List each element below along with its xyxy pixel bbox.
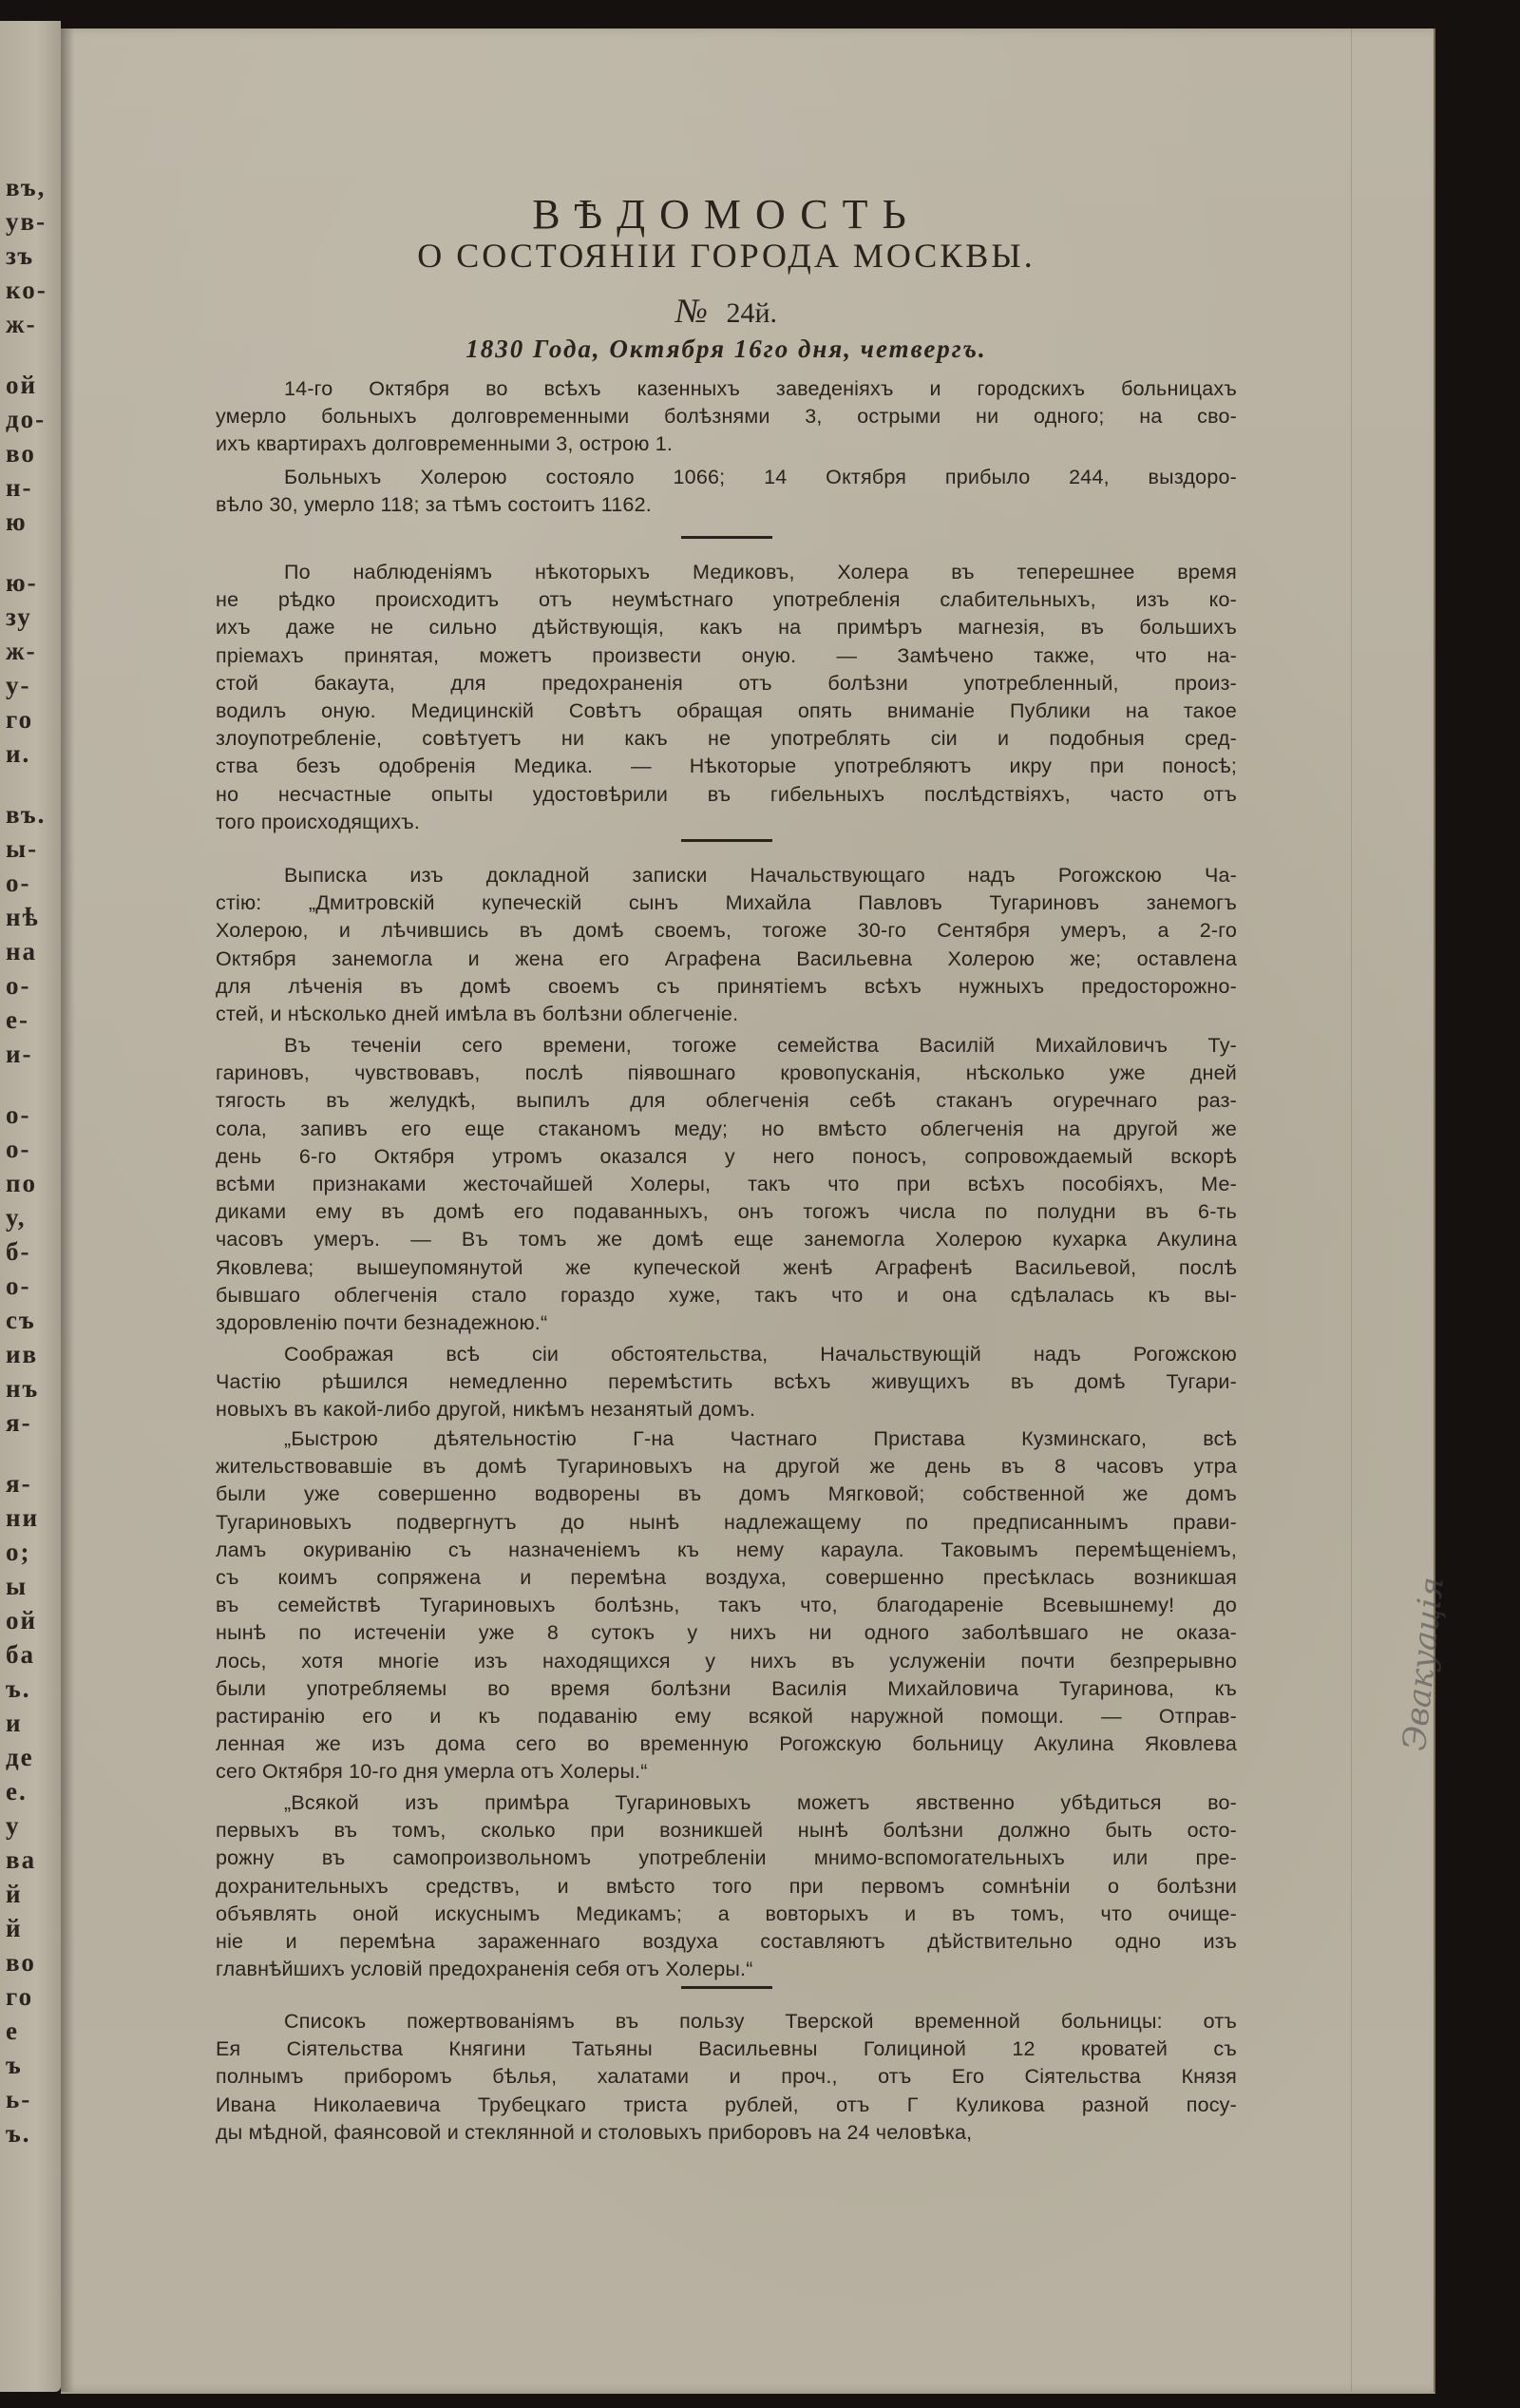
previous-page-text-fragment: у — [6, 1811, 21, 1840]
text-line: ніе и перемѣна зараженнаго воздуха составляютъ дѣйствительно одно изъ — [216, 1930, 1237, 1954]
section-divider — [681, 1986, 772, 1989]
text-line: съ коимъ сопряжена и перемѣна воздуха, совершенно пресѣклась возникшая — [216, 1566, 1237, 1590]
previous-page-text-fragment: ю- — [6, 568, 38, 597]
previous-page-text-fragment: на — [6, 937, 38, 965]
previous-page-text-fragment: о- — [6, 1271, 31, 1300]
dateline: 1830 Года, Октября 16го дня, четвергъ. — [466, 334, 987, 363]
text-line: сего Октября 10-го дня умерла отъ Холеры.“ — [216, 1760, 648, 1784]
text-line: Выписка изъ докладной записки Начальствующаго надъ Рогожскою Ча- — [284, 864, 1237, 887]
previous-page-text-fragment: и- — [6, 1040, 33, 1068]
previous-page-text-fragment: о; — [6, 1538, 31, 1566]
text-line: объявлять оной искуснымъ Медикамъ; а вовторыхъ и въ томъ, что очище- — [216, 1902, 1237, 1925]
text-line: 14-го Октября во всѣхъ казенныхъ заведеніяхъ и городскихъ больницахъ — [284, 377, 1237, 400]
previous-page-text-fragment: ва — [6, 1845, 37, 1874]
text-line: Холерою, и лѣчившись въ домѣ своемъ, тогоже 30-го Сентября умеръ, а 2-го — [216, 919, 1237, 943]
previous-page-text-fragment: нѣ — [6, 903, 40, 931]
masthead-title: ВѢДОМОСТЬ — [532, 191, 921, 238]
previous-page-text-fragment: н- — [6, 473, 33, 502]
text-line: ства безъ одобренія Медика. — Нѣкоторые употребляютъ икру при поносѣ; — [216, 755, 1237, 778]
text-column — [216, 29, 1237, 2392]
text-line: ды мѣдной, фаянсовой и стеклянной и столовыхъ приборовъ на 24 человѣка, — [216, 2120, 973, 2144]
paragraph-vasily-tugarinov — [216, 1032, 1237, 1337]
text-line: ихъ квартирахъ долговременными 3, острою 1. — [216, 432, 674, 456]
previous-page-text-fragment: б- — [6, 1237, 31, 1266]
text-line: растиранію его и къ подаванію ему всякой наружной помощи. — Отправ- — [216, 1705, 1237, 1729]
text-line: были уже совершенно водворены въ домъ Мягковой; собственной же домъ — [216, 1482, 1237, 1506]
previous-page-text-fragment: у- — [6, 671, 31, 699]
previous-page-text-fragment: я- — [6, 1469, 32, 1498]
text-line: но несчастные опыты удостовѣрили въ гибельныхъ послѣдствіяхъ, часто отъ — [216, 782, 1237, 806]
text-line: бывшаго облегченія стало гораздо хуже, такъ что и она сдѣлалась къ вы- — [216, 1283, 1237, 1307]
previous-page-text-fragment: о- — [6, 869, 31, 897]
previous-page-text-fragment: ы- — [6, 834, 39, 863]
previous-page-text-fragment: е — [6, 2016, 19, 2045]
previous-page-edge — [0, 21, 61, 2392]
issue-number-value: 24й. — [726, 297, 777, 329]
text-line: рожну въ самопроизвольномъ употребленіи мнимо-вспомогательныхъ или пре- — [216, 1846, 1237, 1870]
text-line: всѣми признаками жесточайшей Холеры, такъ что при всѣхъ пособіяхъ, Ме- — [216, 1173, 1237, 1196]
text-line: злоупотребленіе, совѣтуетъ ни какъ не употреблять сіи и подобныя сред- — [216, 727, 1237, 751]
previous-page-text-fragment: нъ — [6, 1374, 40, 1403]
text-line: Яковлева; вышеупомянутой же купеческой женѣ Аграфенѣ Васильевой, послѣ — [216, 1255, 1237, 1279]
previous-page-text-fragment: и — [6, 1709, 23, 1737]
text-line: ихъ даже не сильно дѣйствующія, какъ на примѣръ магнезія, въ большихъ — [216, 616, 1237, 640]
text-line: лось, хотя многіе изъ находящихся у нихъ въ услуженіи почти безпрерывно — [216, 1649, 1237, 1672]
previous-page-text-fragment: ой — [6, 1606, 38, 1634]
text-line: Ивана Николаевича Трубецкаго триста рублей, отъ Г Куликова разной посу- — [216, 2093, 1237, 2116]
numero-sign: № — [674, 292, 708, 330]
previous-page-text-fragment: ув- — [6, 207, 48, 236]
previous-page-text-fragment: ж- — [6, 310, 37, 338]
text-line: „Всякой изъ примѣра Тугариновыхъ можетъ явственно убѣдиться во- — [284, 1791, 1237, 1814]
paragraph-kuzminsky-quote — [216, 1425, 1237, 1787]
text-line: стей, и нѣсколько дней имѣла въ болѣзни облегченіе. — [216, 1003, 739, 1026]
text-line: полнымъ приборомъ бѣлья, халатами и проч., отъ Его Сіятельства Князя — [216, 2065, 1237, 2089]
section-divider — [681, 536, 772, 539]
text-line: Списокъ пожертвованіямъ въ пользу Тверской временной больницы: отъ — [284, 2010, 1237, 2033]
previous-page-text-fragment: о- — [6, 971, 31, 1000]
previous-page-text-fragment: ъ. — [6, 2119, 31, 2148]
previous-page-text-fragment: ь- — [6, 2085, 32, 2113]
previous-page-text-fragment: ба — [6, 1640, 35, 1669]
text-line: водилъ оную. Медицинскій Совѣтъ обращая опять вниманіе Публики на такое — [216, 699, 1237, 723]
text-line: тягость въ желудкѣ, выпилъ для облегченія себѣ стаканъ огуречнаго раз- — [216, 1089, 1237, 1113]
previous-page-text-fragment: ж- — [6, 637, 37, 665]
previous-page-text-fragment: ой — [6, 371, 38, 399]
text-line: нынѣ по истеченіи уже 8 сутокъ у нихъ ни одного заболѣвшаго не оказа- — [216, 1621, 1237, 1645]
previous-page-text-fragment: й — [6, 1880, 23, 1908]
previous-page-text-fragment: въ. — [6, 800, 47, 829]
text-line: По наблюденіямъ нѣкоторыхъ Медиковъ, Холера въ теперешнее время — [284, 561, 1237, 583]
previous-page-text-fragment: е. — [6, 1777, 28, 1806]
issue-number — [216, 291, 1237, 331]
previous-page-text-fragment: ни — [6, 1503, 40, 1532]
text-line: день 6-го Октября утромъ оказался у него поносъ, сопровождаемый вскорѣ — [216, 1144, 1237, 1168]
previous-page-text-fragment: ив — [6, 1340, 39, 1368]
previous-page-text-fragment: ы — [6, 1572, 28, 1600]
text-line: первыхъ въ томъ, сколько при возникшей нынѣ болѣзни должно быть осто- — [216, 1819, 1237, 1843]
paragraph-relocation-decision — [216, 1341, 1237, 1424]
text-line: того происходящихъ. — [216, 810, 421, 833]
previous-page-text-fragment: зу — [6, 602, 32, 631]
previous-page-text-fragment: и. — [6, 739, 31, 768]
text-line: гариновъ, чувствовавъ, послѣ піявошнаго кровопусканія, нѣсколько уже дней — [216, 1061, 1237, 1085]
paragraph-cholera-stats — [216, 464, 1237, 519]
page-fold-line — [1351, 29, 1352, 2392]
text-line: Соображая всѣ сіи обстоятельства, Начальствующій надъ Рогожскою — [284, 1343, 1237, 1366]
text-line: Частію рѣшился немедленно перемѣстить всѣхъ живущихъ въ домѣ Тугари- — [216, 1370, 1237, 1394]
text-line: для лѣченія въ домѣ своемъ съ принятіемъ всѣхъ нужныхъ предосторожно- — [216, 974, 1237, 998]
text-line: „Быстрою дѣятельностію Г-на Частнаго Пристава Кузминскаго, всѣ — [284, 1427, 1237, 1450]
text-line: жительствовавшіе въ домѣ Тугариновыхъ на другой же день въ 8 часовъ утра — [216, 1455, 1237, 1479]
previous-page-text-fragment: въ, — [6, 173, 47, 201]
paragraph-medics-warning — [216, 559, 1237, 836]
text-line: сола, запивъ его еще стаканомъ меду; но вмѣсто облегченія на другой же — [216, 1117, 1237, 1140]
previous-page-text-fragment: е- — [6, 1005, 29, 1034]
section-divider — [681, 839, 772, 842]
previous-page-text-fragment: во — [6, 439, 36, 468]
previous-page-text-fragment: де — [6, 1743, 34, 1771]
previous-page-text-fragment: до- — [6, 405, 47, 433]
text-line: не рѣдко происходитъ отъ неумѣстнаго употребленія слабительныхъ, изъ ко- — [216, 588, 1237, 612]
text-line: часовъ умеръ. — Въ томъ же домѣ еще занемогла Холерою кухарка Акулина — [216, 1228, 1237, 1252]
text-line: умерло больныхъ долговременными болѣзнями 3, острыми ни одного; на сво- — [216, 405, 1237, 429]
text-line: здоровленію почти безнадежною.“ — [216, 1311, 548, 1335]
masthead-subtitle: О СОСТОЯНІИ ГОРОДА МОСКВЫ. — [417, 237, 1036, 275]
previous-page-text-fragment: ю — [6, 507, 28, 536]
paragraph-lesson-quote — [216, 1789, 1237, 1983]
text-line: ламъ окуриванію съ назначеніемъ къ нему караула. Таковымъ перемѣщеніемъ, — [216, 1538, 1237, 1561]
previous-page-text-fragment: ко- — [6, 276, 48, 304]
previous-page-text-fragment: ъ. — [6, 1674, 31, 1703]
previous-page-text-fragment: у, — [6, 1203, 27, 1232]
text-line: Октября занемогла и жена его Аграфена Васильевна Холерою же; оставлена — [216, 946, 1237, 970]
previous-page-text-fragment: го — [6, 1982, 34, 2011]
text-line: пріемахъ принятая, можетъ произвести оную. — Замѣчено также, что на- — [216, 643, 1237, 667]
text-line: ленная же изъ дома сего во временную Рогожскую больницу Акулина Яковлева — [216, 1732, 1237, 1756]
text-line: главнѣйшихъ условій предохраненія себя отъ Холеры.“ — [216, 1958, 753, 1981]
previous-page-text-fragment: съ — [6, 1306, 36, 1334]
previous-page-text-fragment: й — [6, 1914, 23, 1942]
previous-page-text-fragment: о- — [6, 1100, 31, 1129]
previous-page-text-fragment: зъ — [6, 241, 35, 270]
paragraph-hospital-report — [216, 375, 1237, 459]
text-line: стію: „Дмитровскій купеческій сынъ Михайла Павловъ Тугариновъ занемогъ — [216, 891, 1237, 915]
previous-page-text-fragment: по — [6, 1169, 38, 1197]
paragraph-donations-list — [216, 2008, 1237, 2147]
text-line: Тугариновыхъ подвергнутъ до нынѣ надлежащему по предписаннымъ прави- — [216, 1510, 1237, 1534]
text-line: новыхъ въ какой-либо другой, никѣмъ незанятый домъ. — [216, 1398, 756, 1422]
text-line: стой бакаута, для предохраненія отъ болѣзни употребленный, произ- — [216, 671, 1237, 695]
previous-page-text-fragment: го — [6, 705, 34, 734]
previous-page-text-fragment: я- — [6, 1408, 32, 1437]
handwritten-margin-note: Эвакуацiя — [1396, 1575, 1452, 1753]
text-line: Въ теченіи сего времени, тогоже семейства Василій Михайловичъ Ту- — [284, 1034, 1237, 1057]
text-line: Больныхъ Холерою состояло 1066; 14 Октября прибыло 244, выздоро- — [284, 466, 1237, 488]
text-line: въ семействѣ Тугариновыхъ болѣзнь, такъ что, благодареніе Всевышнему! до — [216, 1594, 1237, 1617]
previous-page-text-fragment: о- — [6, 1135, 31, 1163]
text-line: были употребляемы во время болѣзни Василія Михайловича Тугаринова, къ — [216, 1676, 1237, 1700]
text-line: дохранительныхъ средствъ, и вмѣсто того при первомъ сомнѣніи о болѣзни — [216, 1874, 1237, 1898]
previous-page-text-fragment: во — [6, 1948, 36, 1977]
text-line: диками ему въ домѣ его подаванныхъ, онъ тогожъ числа по полудни въ 6-ть — [216, 1200, 1237, 1224]
text-line: вѣло 30, умерло 118; за тѣмъ состоитъ 1162. — [216, 493, 652, 517]
paragraph-rogozh-extract — [216, 862, 1237, 1028]
text-line: Ея Сіятельства Княгини Татьяны Васильевны Голициной 12 кроватей съ — [216, 2037, 1237, 2061]
previous-page-text-fragment: ъ — [6, 2051, 23, 2079]
newspaper-page — [61, 29, 1452, 2394]
page-gutter-shadow — [61, 29, 74, 2392]
